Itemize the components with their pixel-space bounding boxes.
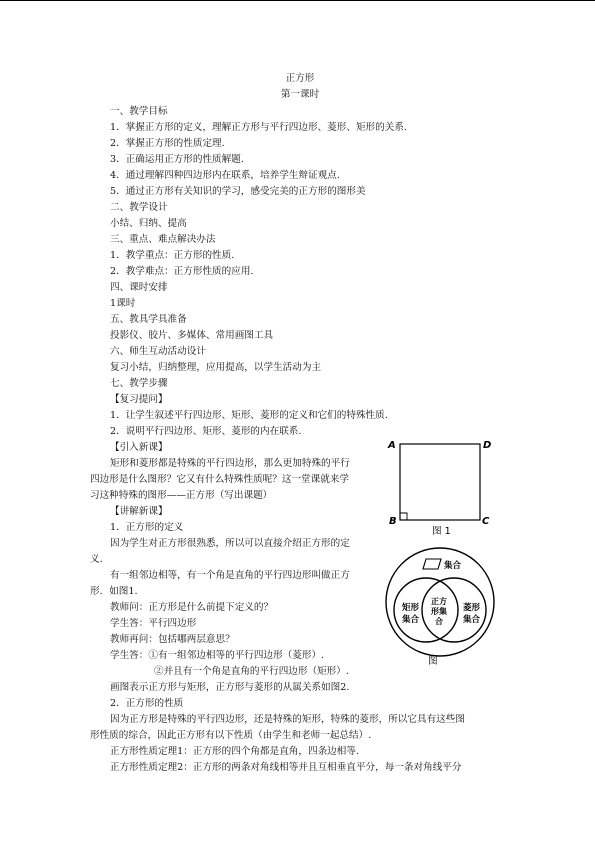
- text-line: 1．教学重点：正方形的性质.: [110, 250, 235, 261]
- square-set-label-3: 合: [435, 617, 443, 626]
- figure-1-square: [384, 436, 506, 536]
- text-line: 形性质的综合，因此正方形有以下性质（由学生和老师一起总结）.: [90, 730, 372, 741]
- square-shape: [400, 444, 480, 520]
- text-line: 教师再问：包括哪两层意思？: [110, 634, 235, 645]
- text-line: 4．通过理解四种四边形内在联系，培养学生辩证观点.: [110, 170, 340, 181]
- section-heading: 一、教学目标: [110, 106, 168, 117]
- square-set-label-1: 正方: [431, 597, 447, 606]
- top-rule: [0, 0, 595, 1]
- text-line: 1．正方形的定义: [110, 522, 184, 533]
- square-set-label-2: 形集: [431, 607, 447, 616]
- text-line: 义.: [90, 554, 103, 565]
- doc-subtitle: 第一课时: [280, 89, 320, 100]
- vertex-a-label: A: [388, 440, 396, 451]
- parallelogram-set-label: 集合: [444, 561, 462, 571]
- text-line: 投影仪、胶片、多媒体、常用画图工具: [110, 330, 274, 341]
- rhombus-set-label-1: 菱形: [463, 603, 481, 613]
- section-heading: 五、教具学具准备: [110, 314, 187, 325]
- text-line: 1课时: [110, 298, 136, 309]
- text-line: 3．正确运用正方形的性质解题.: [110, 154, 244, 165]
- text-line: 1．掌握正方形的定义，理解正方形与平行四边形、菱形、矩形的关系.: [110, 122, 407, 133]
- text-line: 2．说明平行四边形、矩形、菱形的内在联系.: [110, 426, 302, 437]
- rectangle-set-label-2: 集合: [402, 615, 420, 625]
- section-heading: 六、师生互动活动设计: [110, 346, 206, 357]
- text-line: 小结、归纳、提高: [110, 218, 187, 229]
- rectangle-set-label-1: 矩形: [402, 603, 420, 613]
- vertex-b-label: B: [389, 516, 397, 527]
- text-line: 矩形和菱形都是特殊的平行四边形，那么更加特殊的平行: [110, 458, 350, 469]
- text-line: 有一组邻边相等，有一个角是直角的平行四边形叫做正方: [110, 570, 350, 581]
- right-angle-mark: [400, 513, 407, 520]
- text-line: 因为正方形是特殊的平行四边形，还是特殊的矩形，特殊的菱形，所以它具有这些图: [110, 714, 465, 725]
- text-line: 形．如图1.: [90, 586, 138, 597]
- text-line: 正方形性质定理2：正方形的两条对角线相等并且互相垂直平分，每一条对角线平分: [110, 762, 462, 773]
- text-line: 四边形是什么图形？它又有什么特殊性质呢？这一堂课就来学: [90, 474, 350, 485]
- subsection-heading: 【复习提问】: [110, 394, 168, 405]
- text-line: 画图表示正方形与矩形，正方形与菱形的从属关系如图2.: [110, 682, 350, 693]
- text-line: 5．通过正方形有关知识的学习，感受完美的正方形的图形美: [110, 186, 366, 197]
- vertex-c-label: C: [482, 516, 490, 527]
- subsection-heading: 【引入新课】: [110, 442, 168, 453]
- text-line: 习这种特殊的图形——正方形（写出课题）: [90, 490, 273, 501]
- section-heading: 二、教学设计: [110, 202, 168, 213]
- text-line: ②并且有一个角是直角的平行四边形（矩形）.: [154, 666, 349, 677]
- text-line: 学生答：①有一组邻边相等的平行四边形（菱形）.: [110, 650, 325, 661]
- text-line: 2．教学难点：正方形性质的应用.: [110, 266, 254, 277]
- text-line: 复习小结，归纳整理，应用提高，以学生活动为主: [110, 362, 322, 373]
- text-line: 2．掌握正方形的性质定理.: [110, 138, 225, 149]
- text-line: 正方形性质定理1：正方形的四个角都是直角，四条边相等.: [110, 746, 359, 757]
- text-line: 2．正方形的性质: [110, 698, 184, 709]
- doc-title: 正方形: [285, 73, 315, 84]
- vertex-d-label: D: [483, 440, 492, 451]
- text-line: 1．让学生叙述平行四边形、矩形、菱形的定义和它们的特殊性质.: [110, 410, 388, 421]
- subsection-heading: 【讲解新课】: [110, 506, 168, 517]
- figure-2-set-diagram: [376, 544, 504, 666]
- text-line: 教师问：正方形是什么前提下定义的？: [110, 602, 274, 613]
- text-line: 因为学生对正方形很熟悉，所以可以直接介绍正方形的定: [110, 538, 350, 549]
- rhombus-set-label-2: 集合: [463, 615, 481, 625]
- figure-2-caption: 图: [428, 656, 438, 666]
- figure-1-caption: 图 1: [432, 526, 451, 536]
- section-heading: 三、重点、难点解决办法: [110, 234, 216, 245]
- section-heading: 四、课时安排: [110, 282, 168, 293]
- text-line: 学生答：平行四边形: [110, 618, 197, 629]
- parallelogram-icon: [423, 559, 441, 569]
- section-heading: 七、教学步骤: [110, 378, 168, 389]
